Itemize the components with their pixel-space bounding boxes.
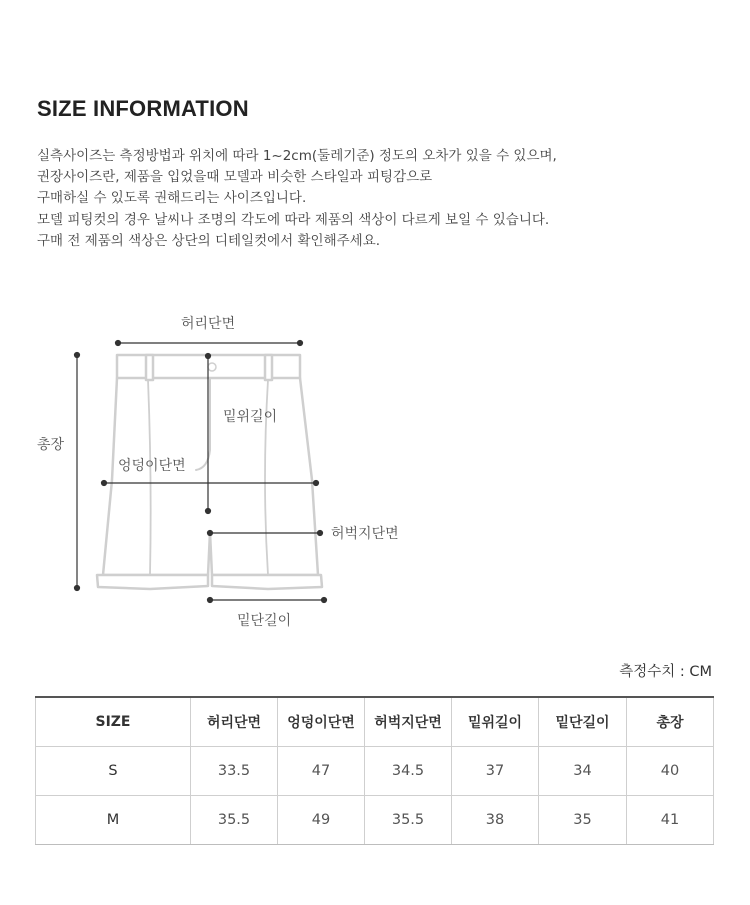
table-cell: 34.5 [365,747,452,796]
measurement-unit-label: 측정수치 : CM [619,664,712,680]
table-cell: 35.5 [191,796,278,845]
table-row [36,747,714,796]
table-cell: 40 [627,747,714,796]
table-cell: M [36,796,191,845]
table-cell: 35.5 [365,796,452,845]
table-cell: 38 [452,796,539,845]
column-header: 엉덩이단면 [278,697,365,747]
table-cell: 34 [539,747,627,796]
column-header: 허벅지단면 [365,697,452,747]
length-label: 총장 [37,437,65,453]
table-row [36,796,714,845]
description-line: 권장사이즈란, 제품을 입었을때 모델과 비슷한 스타일과 피팅감으로 [37,169,433,186]
table-cell: 41 [627,796,714,845]
table-header-row [36,697,714,747]
description-line: 모델 피팅컷의 경우 날씨나 조명의 각도에 따라 제품의 색상이 다르게 보일 수 있습니다. [37,211,550,228]
description-line: 구매하실 수 있도록 권해드리는 사이즈입니다. [37,190,307,207]
column-header: 총장 [627,697,714,747]
column-header: SIZE [36,697,191,747]
description-line: 구매 전 제품의 색상은 상단의 디테일컷에서 확인해주세요. [37,232,381,249]
table-cell: 33.5 [191,747,278,796]
table-cell: 49 [278,796,365,845]
column-header: 허리단면 [191,697,278,747]
rise-label: 밑위길이 [223,409,278,425]
thigh-label: 허벅지단면 [331,526,399,542]
column-header: 밑위길이 [452,697,539,747]
size-table [35,696,714,845]
column-header: 밑단길이 [539,697,627,747]
hem-label: 밑단길이 [237,613,292,629]
table-cell: 47 [278,747,365,796]
page-title: SIZE INFORMATION [37,96,249,121]
waist-label: 허리단면 [181,316,236,332]
description-line: 실측사이즈는 측정방법과 위치에 따라 1~2cm(둘레기준) 정도의 오차가 있을 수 있으며, [37,148,557,164]
shorts-measurement-diagram [0,300,750,640]
size-description [37,146,727,252]
table-cell: 35 [539,796,627,845]
table-cell: 37 [452,747,539,796]
hip-label: 엉덩이단면 [118,458,186,474]
table-cell: S [36,747,191,796]
